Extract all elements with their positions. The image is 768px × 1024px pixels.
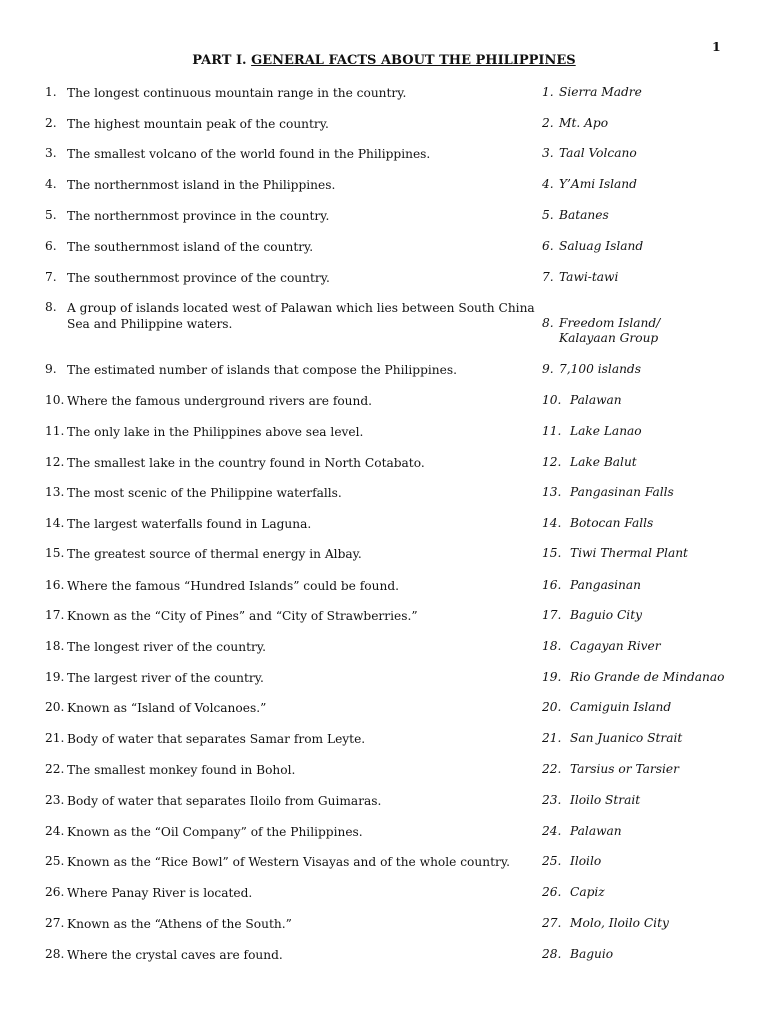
question-number: 26. [45,885,65,899]
answer-number: 13. [542,485,562,499]
answer-text: Cagayan River [570,639,661,653]
question-text: The northernmost island in the Philippines. [67,178,336,192]
question-text: Known as the “Athens of the South.” [67,917,292,931]
question-text: Known as “Island of Volcanoes.” [67,701,267,715]
title-underlined: GENERAL FACTS ABOUT THE PHILIPPINES [251,53,576,68]
question-number: 22. [45,762,65,776]
answer [542,700,762,715]
answer-number: 19. [542,670,562,684]
answer [542,177,762,192]
answer-number: 2. [542,116,554,130]
answer-text: Capiz [570,885,605,899]
question-text: The largest waterfalls found in Laguna. [67,517,312,531]
question-number: 25. [45,854,65,868]
answer-number: 20. [542,700,562,714]
page-number: 1 [712,39,721,54]
question-number: 16. [45,578,65,592]
answer-text: Taal Volcano [559,146,637,160]
answer-text: Tawi-tawi [559,270,619,284]
answer-text: Lake Balut [570,455,637,469]
answer-text: Freedom Island/ [559,316,661,330]
question-number: 20. [45,700,65,714]
question-text: The highest mountain peak of the country. [67,117,329,131]
question-number: 7. [45,270,57,284]
question-text: Where Panay River is located. [67,886,253,900]
answer-text: Pangasinan [570,578,641,592]
question-number: 17. [45,608,65,622]
question-number: 8. [45,300,57,314]
question-number: 18. [45,639,65,653]
answer [542,516,762,531]
question-text: The southernmost island of the country. [67,240,314,254]
answer-number: 21. [542,731,562,745]
answer-text: Iloilo Strait [570,793,641,807]
question-text: The smallest monkey found in Bohol. [67,763,296,777]
question-number: 10. [45,393,65,407]
answer [542,639,762,654]
question-text: The southernmost province of the country. [67,271,330,285]
question-text: The largest river of the country. [67,671,264,685]
answer-text: Camiguin Island [570,700,672,714]
answer-number: 23. [542,793,562,807]
answer-number: 25. [542,854,562,868]
answer-text: Rio Grande de Mindanao [570,670,725,684]
question-number: 11. [45,424,65,438]
answer-number: 4. [542,177,554,191]
question-text: The smallest volcano of the world found in the Philippines. [67,147,431,161]
answer [542,854,762,869]
answer-number: 1. [542,85,554,99]
question-number: 28. [45,947,65,961]
question-number: 4. [45,177,57,191]
title-prefix: PART I. [192,53,252,68]
question-text: Where the famous underground rivers are found. [67,394,373,408]
answer [542,824,762,839]
question-number: 19. [45,670,65,684]
question-text: The northernmost province in the country. [67,209,330,223]
answer-text: Batanes [559,208,609,222]
answer [542,578,762,593]
answer-text: Molo, Iloilo City [570,916,669,930]
answer [542,270,762,285]
answer-text: Baguio City [570,608,642,622]
answer [542,146,762,161]
answer-text: Iloilo [570,854,602,868]
answer-number: 5. [542,208,554,222]
answer-text: Y’Ami Island [559,177,637,191]
answer-number: 8. [542,316,554,330]
answer-number: 28. [542,947,562,961]
answer-number: 16. [542,578,562,592]
answer-text-line2: Kalayaan Group [559,331,659,345]
question-number: 1. [45,85,57,99]
answer [542,485,762,500]
answer-number: 9. [542,362,554,376]
question-number: 2. [45,116,57,130]
question-text: The greatest source of thermal energy in Albay. [67,547,362,561]
answer-number: 22. [542,762,562,776]
answer-text: 7,100 islands [559,362,641,376]
question-text: The only lake in the Philippines above sea level. [67,425,364,439]
answer [542,393,762,408]
answer-number: 12. [542,455,562,469]
answer-number: 7. [542,270,554,284]
answer-number: 3. [542,146,554,160]
question-text: Where the crystal caves are found. [67,948,283,962]
answer-number: 24. [542,824,562,838]
answer [542,731,762,746]
answer-number: 14. [542,516,562,530]
question-text: The longest continuous mountain range in the country. [67,86,407,100]
answer-text: Mt. Apo [559,116,609,130]
answer-number: 27. [542,916,562,930]
answer [542,208,762,223]
answer-text: Botocan Falls [570,516,654,530]
question-text: Known as the “Oil Company” of the Philippines. [67,825,363,839]
question-number: 5. [45,208,57,222]
question-number: 3. [45,146,57,160]
answer-text: Tiwi Thermal Plant [570,546,688,560]
question-text: The estimated number of islands that compose the Philippines. [67,363,457,377]
question-number: 13. [45,485,65,499]
question-number: 15. [45,546,65,560]
question-text: The longest river of the country. [67,640,266,654]
question-text: Known as the “Rice Bowl” of Western Visayas and of the whole country. [67,855,510,869]
answer [542,546,762,561]
question-text: A group of islands located west of Palawan which lies between South China Sea and Philippine waters. [67,301,535,331]
question-number: 14. [45,516,65,530]
answer [542,885,762,900]
question-text: Where the famous “Hundred Islands” could be found. [67,579,399,593]
answer [542,85,762,100]
question-number: 21. [45,731,65,745]
question-text: The most scenic of the Philippine waterfalls. [67,486,342,500]
answer-text: Baguio [570,947,614,961]
answer [542,793,762,808]
question-text: Body of water that separates Iloilo from Guimaras. [67,794,382,808]
question-number: 6. [45,239,57,253]
answer-number: 11. [542,424,562,438]
answer [542,424,762,439]
answer [542,916,762,931]
answer-text: Pangasinan Falls [570,485,674,499]
question-number: 24. [45,824,65,838]
answer [542,947,762,962]
question-number: 23. [45,793,65,807]
answer-text: Tarsius or Tarsier [570,762,679,776]
answer-text: San Juanico Strait [570,731,683,745]
answer-text: Palawan [570,824,622,838]
answer [542,762,762,777]
question-number: 9. [45,362,57,376]
answer [542,362,762,377]
answer [542,455,762,470]
answer [542,239,762,254]
answer-number: 17. [542,608,562,622]
answer [542,670,762,685]
answer-number: 26. [542,885,562,899]
answer-number: 6. [542,239,554,253]
answer-text: Palawan [570,393,622,407]
question-text: The smallest lake in the country found in North Cotabato. [67,456,425,470]
answer-text: Sierra Madre [559,85,642,99]
question-text: Known as the “City of Pines” and “City of Strawberries.” [67,609,418,623]
answer [542,116,762,131]
answer-number: 10. [542,393,562,407]
answer-text: Lake Lanao [570,424,642,438]
question-number: 12. [45,455,65,469]
answer [542,316,762,346]
question-text: Body of water that separates Samar from Leyte. [67,732,366,746]
question-number: 27. [45,916,65,930]
answer-text: Saluag Island [559,239,644,253]
answer-number: 15. [542,546,562,560]
answer [542,608,762,623]
answer-number: 18. [542,639,562,653]
